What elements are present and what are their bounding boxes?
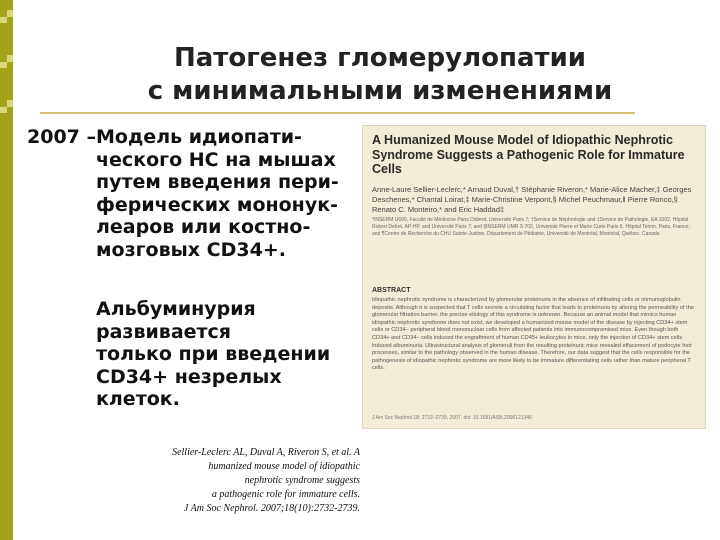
body-line: Альбуминурия: [96, 298, 256, 320]
left-accent-bar: [0, 0, 13, 540]
body-line: ческого НС на мышах: [96, 148, 336, 171]
paper-authors: Anne-Laure Sellier-Leclerc,* Arnaud Duval,† Stéphanie Riveron,* Marie-Alice Macher,‡ Georges Deschenes,* Chantal Loirat,‡ Marie-Christine Verpont,§ Michel Peuchmaur,‖ Pierre Ronco,§ Renato C. Monteiro,* and Eric Haddad‡: [372, 185, 692, 214]
checker-marker: [0, 10, 13, 23]
citation-line: nephrotic syndrome suggests: [244, 475, 360, 486]
citation-line: J Am Soc Nephrol. 2007;18(10):2732-2739.: [183, 503, 360, 514]
abstract-text: Idiopathic nephrotic syndrome is characterized by glomerular proteinuria in the absence of infiltrating cells or immunoglobulin deposits. Although it is suspected that T cells secrete a circulating factor that leads to proteinuria by altering the permeability of the glomerular filtration barrier, the precise etiology of this syndrome is unknown. Because an animal model that mimics human idiopathic nephrotic syndrome does not exist, we developed a humanized mouse model of the disease by injecting CD34+ stem cells or CD34− peripheral blood mononuclear cells from affected patients into immunocompromised mice. Even though both CD34+ and CD34− cells induced the engraftment of human CD45+ leukocytes in mice, only the injection of CD34+ stem cells induced albuminuria. Ultrastructural analysis of glomeruli from the resulting proteinuric mice revealed effacement of podocyte foot processes, similar to the pathology observed in the human disease. Therefore, our data suggest that the cells responsible for the pathogenesis of idiopathic nephrotic syndrome are more likely to be immature differentiating cells rather than mature peripheral T cells.: [372, 297, 694, 372]
title-line-2: с минимальными изменениями: [147, 76, 613, 106]
citation-line: a pathogenic role for immature cells.: [211, 489, 360, 500]
title-divider: [40, 112, 635, 114]
paper-title: A Humanized Mouse Model of Idiopathic Nephrotic Syndrome Suggests a Pathogenic Role for Immature Cells: [372, 133, 685, 176]
body-line: ферических мононук-: [96, 193, 338, 216]
body-line: только при введении: [96, 343, 331, 366]
body-line: леаров или костно-: [96, 216, 311, 239]
paper-screenshot: [362, 125, 706, 429]
slide-title: [60, 42, 700, 108]
body-line: развивается: [96, 320, 232, 343]
body-line: мозговых CD34+.: [96, 238, 286, 261]
citation: [110, 446, 360, 516]
year-prefix: 2007 –: [27, 126, 96, 148]
paper-affiliations: *INSERM U699, Faculté de Médecine Paris Diderot, Université Paris 7; †Service de Néphrologie and ‡Service de Pathologie, EA 3102, Hôpital Robert Debré, AP-HP, and Université Paris 7; and §INSERM UMR S 702, Université Pierre et Marie Curie-Paris 6, Hôpital Tenon, Paris, France; and ¶Centre de Recherche du CHU Sainte-Justine, Département de Pédiatrie, Université de Montréal, Montréal, Québec, Canada: [372, 217, 690, 237]
body-paragraph-2: [96, 298, 330, 411]
body-line: путем введения пери-: [96, 171, 339, 194]
body-line: Модель идиопати-: [96, 126, 302, 148]
body-line: CD34+ незрелых: [96, 365, 282, 388]
checker-marker: [0, 55, 13, 68]
title-line-1: Патогенез гломерулопатии: [173, 43, 587, 73]
body-line: клеток.: [96, 388, 180, 411]
body-paragraph-1: [27, 126, 357, 262]
journal-reference: J Am Soc Nephrol 18: 2732–2739, 2007. doi: 10.1681/ASN.2006121346: [372, 415, 532, 421]
abstract-label: ABSTRACT: [372, 287, 411, 294]
checker-marker: [0, 100, 13, 113]
citation-line: humanized mouse model of idiopathic: [208, 461, 360, 472]
citation-line: Sellier-Leclerc AL, Duval A, Riveron S, et al. A: [172, 447, 360, 458]
